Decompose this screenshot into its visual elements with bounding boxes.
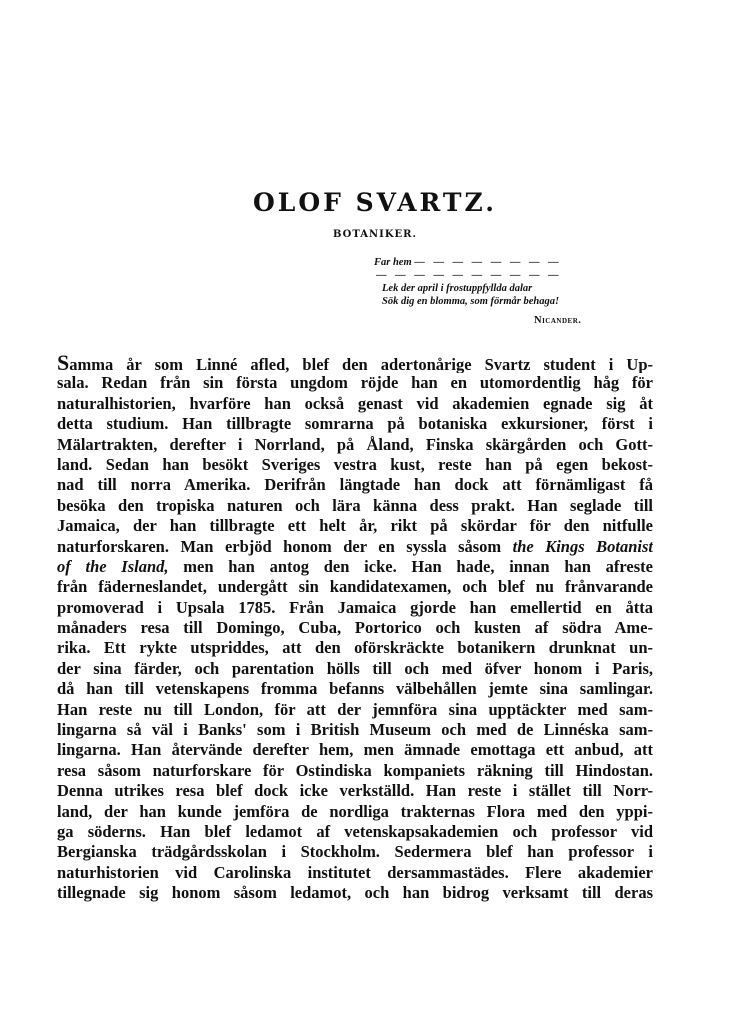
text-line: Mälartrakten, derefter i Norrland, på Åland, Finska skärgården och Gott- — [57, 434, 653, 454]
text-line: detta studium. Han tillbragte somrarna på botaniska exkursioner, först i — [57, 414, 653, 434]
text-line: då han till vetenskapens fromma befanns välbehållen jemte sina samlingar. — [57, 679, 653, 699]
epigraph-line-2-dashes: — — — — — — — — — — — [376, 270, 562, 281]
text-line: naturalhistorien, hvarföre han också genast vid akademien egnade sig åt — [57, 393, 653, 413]
text-line — [57, 353, 653, 373]
text-line: promoverad i Upsala 1785. Från Jamaica gjorde han emellertid en åtta — [57, 597, 653, 617]
drop-cap: S — [57, 353, 70, 374]
epigraph-line-1-dashes: — — — — — — — — — [414, 257, 562, 268]
epigraph-line-1-text: Far hem — [374, 257, 412, 268]
page-title: OLOF SVARTZ. — [253, 188, 497, 217]
text-line: från fäderneslandet, undergått sin kandidatexamen, och blef nu frånvarande — [57, 577, 653, 597]
text-line-content: naturforskaren. Man erbjöd honom der en syssla såsom — [57, 536, 502, 556]
epigraph-line-2 — [374, 269, 664, 282]
epigraph-attribution: Nicander. — [534, 315, 582, 326]
text-line: land. Sedan han besökt Sveriges vestra kust, reste han på egen bekost- — [57, 454, 653, 474]
italic-phrase: the Kings Botanist — [512, 536, 653, 556]
text-line: rika. Ett rykte utspriddes, att den oförskräckte botanikern drunknat un- — [57, 638, 653, 658]
epigraph-line-4: Sök dig en blomma, som förmår behaga! — [382, 296, 560, 307]
text-line-content: amma år som Linné afled, blef den adertonårige Svartz student i Up- — [69, 355, 653, 374]
text-line-content: men han antog den icke. Han hade, innan han afreste — [168, 556, 653, 576]
text-line: Denna utrikes resa blef dock icke verkställd. Han reste i stället till Norr- — [57, 781, 653, 801]
epigraph — [374, 256, 664, 327]
text-line: naturhistorien vid Carolinska institutet dersammastädes. Flere akademier — [57, 862, 653, 882]
text-line: Han reste nu till London, för att der jemnföra sina upptäckter med sam- — [57, 699, 653, 719]
text-line: nad till norra Amerika. Derifrån längtade han dock att förnämligast få — [57, 475, 653, 495]
text-line: besöka den tropiska naturen och lära känna dess prakt. Han seglade till — [57, 495, 653, 515]
italic-phrase: of the Island, — [57, 556, 169, 576]
text-line: Bergianska trädgårdsskolan i Stockholm. Sedermera blef han professor i — [57, 842, 653, 862]
text-line: lingarna så väl i Banks' som i British Museum och med de Linnéska sam- — [57, 720, 653, 740]
text-line: Jamaica, der han tillbragte ett helt år, rikt på skördar för den nitfulle — [57, 516, 653, 536]
text-line: tillegnade sig honom såsom ledamot, och han bidrog verksamt till deras — [57, 883, 653, 903]
text-line — [57, 537, 653, 557]
body-text — [57, 353, 653, 904]
text-line: resa såsom naturforskare för Ostindiska kompaniets räkning till Hindostan. — [57, 760, 653, 780]
text-line: der sina färder, och parentation hölls till och med öfver honom i Paris, — [57, 658, 653, 678]
text-line: lingarna. Han återvände derefter hem, men ämnade emottaga ett anbud, att — [57, 740, 653, 760]
text-line — [57, 557, 653, 577]
text-line: sala. Redan från sin första ungdom röjde han en utomordentlig håg för — [57, 373, 653, 393]
page-subtitle: BOTANIKER. — [333, 229, 417, 240]
epigraph-line-1 — [374, 256, 664, 269]
epigraph-line-3: Lek der april i frostuppfyllda dalar — [382, 283, 533, 294]
text-line: månaders resa till Domingo, Cuba, Portorico och kusten af södra Ame- — [57, 618, 653, 638]
text-line: ga söderns. Han blef ledamot af vetenskapsakademien och professor vid — [57, 821, 653, 841]
text-line: land, der han kunde jemföra de nordliga trakternas Flora med den yppi- — [57, 801, 653, 821]
